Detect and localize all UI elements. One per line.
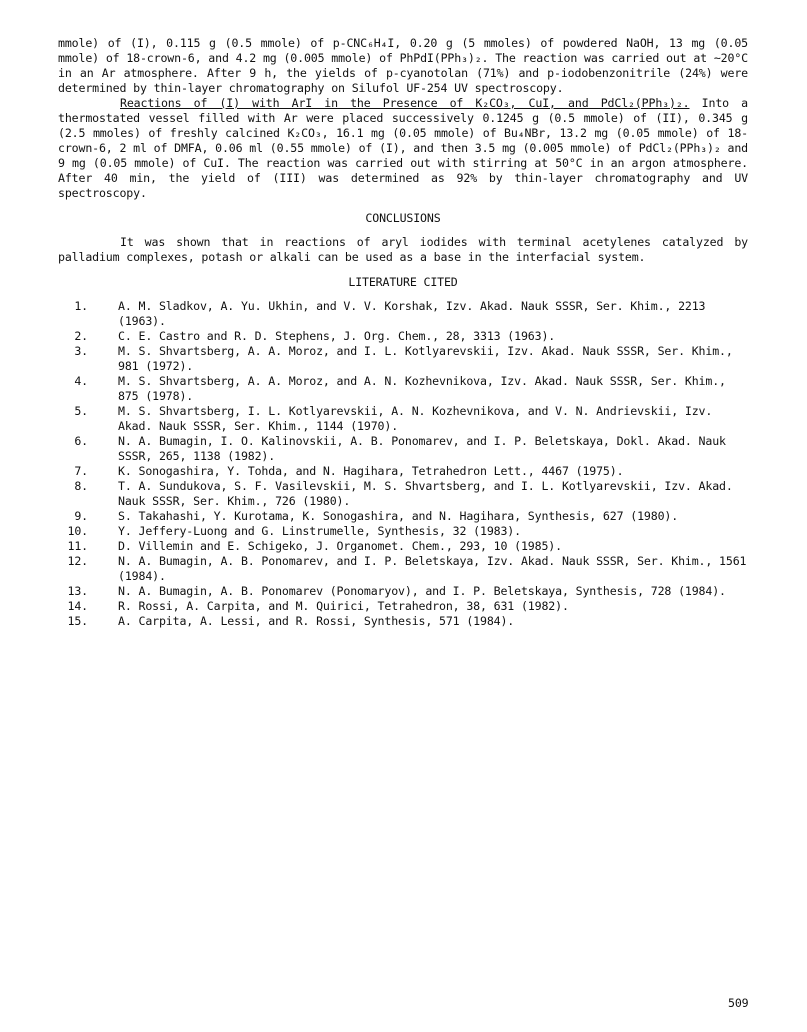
reference-item (58, 329, 748, 344)
reference-text: A. M. Sladkov, A. Yu. Ukhin, and V. V. Korshak, Izv. Akad. Nauk SSSR, Ser. Khim., 2213 (1963). (118, 299, 706, 328)
reference-number: 15. (67, 614, 88, 628)
reference-text: M. S. Shvartsberg, A. A. Moroz, and A. N. Kozhevnikova, Izv. Akad. Nauk SSSR, Ser. Khim., 875 (1978). (118, 374, 726, 403)
reference-text: Y. Jeffery-Luong and G. Linstrumelle, Synthesis, 32 (1983). (118, 524, 521, 538)
reaction-text: Into a thermostated vessel filled with Ar were placed successively 0.1245 g (0.5 mmole) of (II), 0.345 g (2.5 mmoles) of freshly calcined K₂CO₃, 16.1 mg (0.05 mmole) of Bu₄NBr, 13.2 mg (0.05 mmole) of 18-crown-6, 2 ml of DMFA, 0.06 ml (0.55 mmole) of (I), and then 3.5 mg (0.005 mmole) of PdCl₂(PPh₃)₂ and 9 mg (0.05 mmole) of CuI. The reaction was carried out with stirring at 50°C in an argon atmosphere. After 40 min, the yield of (III) was determined as 92% by thin-layer chromatography and UV spectroscopy. (58, 96, 748, 200)
literature-heading: LITERATURE CITED (348, 275, 458, 289)
reference-item (58, 299, 748, 329)
reaction-paragraph (58, 96, 748, 201)
reference-text: S. Takahashi, Y. Kurotama, K. Sonogashira, and N. Hagihara, Synthesis, 627 (1980). (118, 509, 679, 523)
reference-text: C. E. Castro and R. D. Stephens, J. Org. Chem., 28, 3313 (1963). (118, 329, 556, 343)
reference-text: D. Villemin and E. Schigeko, J. Organomet. Chem., 293, 10 (1985). (118, 539, 562, 553)
reference-number: 9. (74, 509, 88, 523)
reference-item (58, 479, 748, 509)
reference-text: R. Rossi, A. Carpita, and M. Quirici, Tetrahedron, 38, 631 (1982). (118, 599, 569, 613)
reference-number: 14. (67, 599, 88, 613)
conclusions-heading: CONCLUSIONS (365, 211, 441, 225)
reference-number: 12. (67, 554, 88, 568)
conclusions-text: It was shown that in reactions of aryl iodides with terminal acetylenes catalyzed by palladium complexes, potash or alkali can be used as a base in the interfacial system. (58, 235, 748, 264)
reference-text: M. S. Shvartsberg, A. A. Moroz, and I. L. Kotlyarevskii, Izv. Akad. Nauk SSSR, Ser. Khim., 981 (1972). (118, 344, 733, 373)
reference-item (58, 599, 748, 614)
reference-item (58, 539, 748, 554)
reference-number: 11. (67, 539, 88, 553)
reference-number: 1. (74, 299, 88, 313)
reference-item (58, 434, 748, 464)
reference-number: 6. (74, 434, 88, 448)
reference-number: 4. (74, 374, 88, 388)
reference-text: K. Sonogashira, Y. Tohda, and N. Hagihara, Tetrahedron Lett., 4467 (1975). (118, 464, 624, 478)
reference-text: N. A. Bumagin, A. B. Ponomarev, and I. P. Beletskaya, Izv. Akad. Nauk SSSR, Ser. Khim., 1561 (1984). (118, 554, 747, 583)
reference-item (58, 464, 748, 479)
reference-text: A. Carpita, A. Lessi, and R. Rossi, Synthesis, 571 (1984). (118, 614, 515, 628)
reference-number: 13. (67, 584, 88, 598)
reference-number: 7. (74, 464, 88, 478)
reference-text: N. A. Bumagin, A. B. Ponomarev (Ponomaryov), and I. P. Beletskaya, Synthesis, 728 (1984). (118, 584, 726, 598)
reference-item (58, 584, 748, 599)
reference-item (58, 554, 748, 584)
reference-item (58, 509, 748, 524)
reference-item (58, 344, 748, 374)
reference-item (58, 524, 748, 539)
reference-number: 8. (74, 479, 88, 493)
reference-number: 10. (67, 524, 88, 538)
reference-number: 5. (74, 404, 88, 418)
page-number: 509 (728, 996, 749, 1010)
reference-list (58, 299, 748, 629)
reference-item (58, 374, 748, 404)
experimental-paragraph: mmole) of (I), 0.115 g (0.5 mmole) of p-CNC₆H₄I, 0.20 g (5 mmoles) of powdered NaOH, 13 mg (0.05 mmole) of 18-crown-6, and 4.2 mg (0.005 mmole) of PhPdI(PPh₃)₂. The reaction was carried out at ~20°C in an Ar atmosphere. After 9 h, the yields of p-cyanotolan (71%) and p-iodobenzonitrile (24%) were determined by thin-layer chromatography on Silufol UF-254 UV spectroscopy. (58, 36, 748, 95)
reference-item (58, 404, 748, 434)
reference-text: M. S. Shvartsberg, I. L. Kotlyarevskii, A. N. Kozhevnikova, and V. N. Andrievskii, Izv. Akad. Nauk SSSR, Ser. Khim., 1144 (1970). (118, 404, 713, 433)
reference-text: N. A. Bumagin, I. O. Kalinovskii, A. B. Ponomarev, and I. P. Beletskaya, Dokl. Akad. Nauk SSSR, 265, 1138 (1982). (118, 434, 726, 463)
reference-text: T. A. Sundukova, S. F. Vasilevskii, M. S. Shvartsberg, and I. L. Kotlyarevskii, Izv. Akad. Nauk SSSR, Ser. Khim., 726 (1980). (118, 479, 733, 508)
reference-number: 2. (74, 329, 88, 343)
reference-number: 3. (74, 344, 88, 358)
paper-page (58, 36, 748, 629)
reference-item (58, 614, 748, 629)
reaction-heading: Reactions of (I) with ArI in the Presence of K₂CO₃, CuI, and PdCl₂(PPh₃)₂. (120, 96, 690, 110)
